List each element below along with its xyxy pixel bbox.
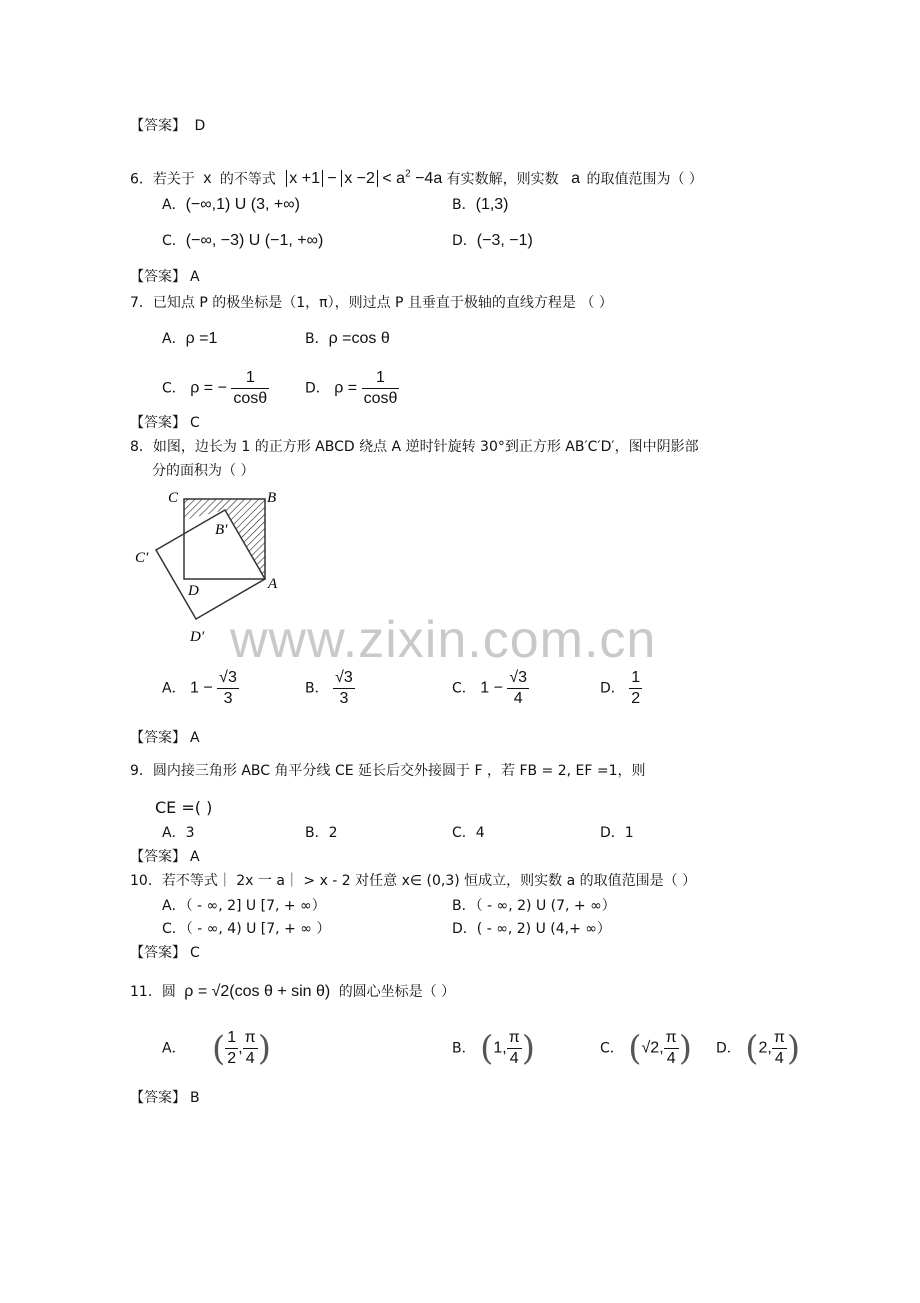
answer-line-q5 [130, 119, 205, 133]
question-10-stem: 10．若不等式｜ 2x 一 a｜ > x - 2 对任意 x∈ (0,3) 恒成立，则实数 a 的取值范围是（ ） [130, 873, 697, 889]
answer-label: 【答案】 [130, 118, 186, 134]
label-c-prime: C′ [135, 550, 149, 566]
q10-option-b[interactable]: B．（ - ∞, 2) U (7, + ∞） [452, 898, 616, 914]
answer-line-q10: 【答案】 C [130, 945, 200, 961]
q10-option-a[interactable]: A．（ - ∞, 2] U [7, + ∞） [162, 898, 326, 914]
q9-option-c[interactable]: C．4 [452, 825, 485, 841]
q8-option-c[interactable]: C． 1 − $\frac{√3}{4}$ [452, 669, 528, 707]
q9-option-b[interactable]: B．2 [305, 825, 338, 841]
question-7-stem: 7．已知点 P 的极坐标是（1，π），则过点 P 且垂直于极轴的直线方程是 （ ） [130, 295, 613, 311]
q7-option-d[interactable]: D． ρ = $\frac{1}{\cos\theta}$ [305, 369, 398, 407]
q6-option-b[interactable]: B．(1,3) [452, 196, 509, 213]
answer-line-q11: 【答案】 B [130, 1090, 200, 1106]
answer-line-q8: 【答案】 A [130, 730, 200, 746]
label-d-prime: D′ [190, 629, 205, 645]
q6-option-d[interactable]: D．(−3, −1) [452, 232, 533, 249]
q9-option-d[interactable]: D．1 [600, 825, 634, 841]
label-b: B [267, 490, 277, 506]
answer-line-q9: 【答案】 A [130, 849, 200, 865]
question-8-stem-line1: 8．如图，边长为 1 的正方形 ABCD 绕点 A 逆时针旋转 30°到正方形 AB′C′D′，图中阴影部 [130, 439, 699, 455]
q11-option-d[interactable]: D． (2, $\frac{\pi}{4}$ ) [716, 1028, 801, 1069]
question-6-stem: 6．若关于 x 的不等式 $x +1 - x -2 < a^2 -4a$ 有实数解，则实数 a 的取值范围为（ ） [130, 169, 703, 188]
q7-option-b[interactable]: B．ρ =cos θ [305, 330, 390, 347]
label-d: D [188, 583, 199, 599]
q6-option-c[interactable]: C．(−∞, −3) U (−1, +∞) [162, 232, 324, 249]
label-a: A [268, 576, 278, 592]
q11-option-b[interactable]: B． (1, $\frac{\pi}{4}$ ) [452, 1028, 535, 1069]
q9-option-a[interactable]: A．3 [162, 825, 195, 841]
question-9-stem: 9．圆内接三角形 ABC 角平分线 CE 延长后交外接圆于 F ，若 FB = 2, EF =1，则 [130, 763, 646, 779]
label-c: C [168, 490, 179, 506]
answer-value: D [194, 118, 206, 134]
question-9-stem-line2: CE =( ) [155, 798, 213, 817]
q10-option-d[interactable]: D．( - ∞, 2) U (4,+ ∞） [452, 921, 611, 937]
watermark: www.zixin.com.cn [230, 611, 657, 669]
q10-option-c[interactable]: C．（ - ∞, 4) U [7, + ∞ ） [162, 921, 331, 937]
q7-option-c[interactable]: C． ρ = − $\frac{1}{\cos\theta}$ [162, 369, 268, 407]
answer-line-q6: 【答案】 A [130, 269, 200, 285]
label-b-prime: B′ [215, 522, 228, 538]
q11-option-a[interactable]: A． ( $\frac{1}{2}$ , $\frac{\pi}{4}$ ) [162, 1028, 271, 1069]
question-11-stem: 11．圆 ρ = √2(cos θ + sin θ) 的圆心坐标是（ ） [130, 983, 456, 1000]
q7-option-a[interactable]: A．ρ =1 [162, 330, 218, 347]
q6-option-a[interactable]: A．(−∞,1) U (3, +∞) [162, 196, 300, 213]
q8-option-d[interactable]: D． $\frac{1}{2}$ [600, 669, 641, 707]
q11-option-c[interactable]: C． (√2, $\frac{\pi}{4}$ ) [600, 1028, 692, 1069]
q8-option-b[interactable]: B． $\frac{√3}{3}$ [305, 669, 353, 707]
q8-option-a[interactable]: A． 1 − $\frac{√3}{3}$ [162, 669, 237, 707]
inequality: $x +1 - x -2 < a^2 -4a$ [286, 170, 446, 187]
question-8-stem-line2: 分的面积为（ ） [152, 463, 255, 479]
answer-line-q7: 【答案】 C [130, 415, 200, 431]
